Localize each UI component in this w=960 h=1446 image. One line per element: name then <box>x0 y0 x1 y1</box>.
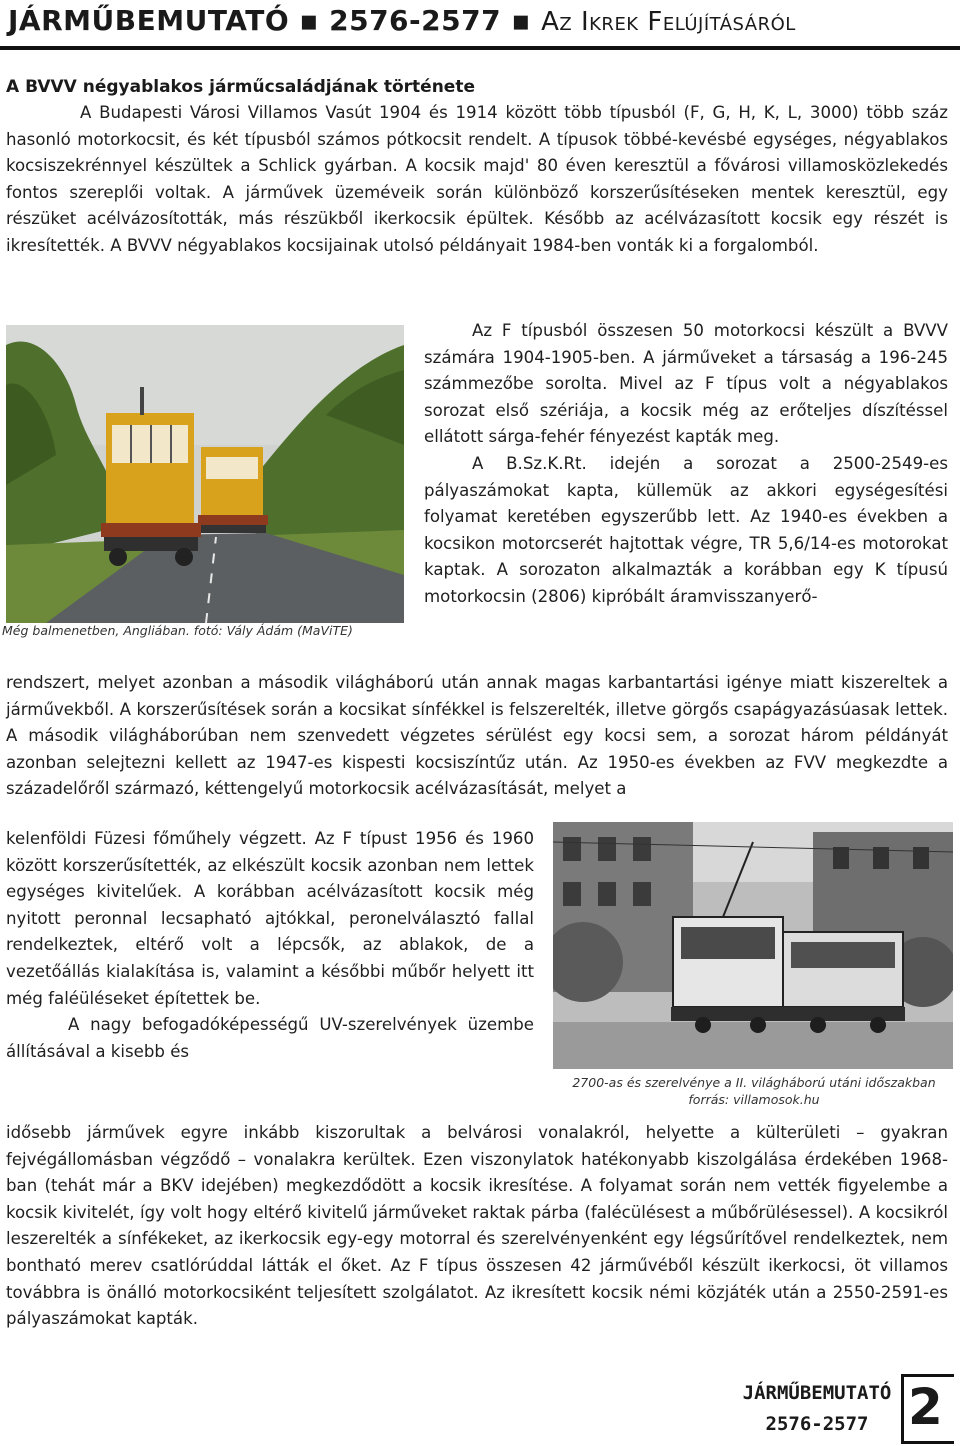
photo-historic-caption-line2: forrás: villamosok.hu <box>688 1092 820 1107</box>
photo-trams-on-trailers <box>6 325 404 623</box>
header-subtitle: Az Ikrek Felújításáról <box>541 7 796 37</box>
footer-brand-line1: JÁRMŰBEMUTATÓ <box>742 1382 892 1404</box>
paragraph-fuzesi-workshop <box>6 826 534 1065</box>
paragraph-f-type-part2: A B.Sz.K.Rt. idején a sorozat a 2500-2549-es pályaszámokat kapta, küllemük az akkori egységesítési folyamat keretében egyszerűbb lett. Az 1940-es években a kocsikon motorcserét hajtottak végre, TR 5,6/14-es motorokat kaptak. A sorozaton alkalmazták a korábban egy K típusú motorkocsin (2806) kipróbált áramvisszanyerő- <box>424 453 948 606</box>
paragraph-history: A Budapesti Városi Villamos Vasút 1904 és 1914 között több típusból (F, G, H, K, L, 3000) több száz hasonló motorkocsit, és két típusból számos pótkocsit rendelt. A típusok többé-kevésbé egységes, négyablakos kocsiszekrénnyel készültek a Schlick gyárban. A kocsik majd' 80 éven keresztül a fővárosi villamosközlekedés fontos szereplői voltak. A járművek üzeméveik során különböző korszerűsítéseken mentek keresztül, egy részüket acélvázosították, más részükből ikerkocsik épültek. Később az acélvázasított kocsik egy részét is ikresítették. A BVVV négyablakos kocsijainak utolsó példányait 1984-ben vonták ki a forgalomból. <box>6 103 948 255</box>
paragraph-f-type <box>424 318 948 611</box>
paragraph-fuzesi-part2: A nagy befogadóképességű UV-szerelvények üzembe állításával a kisebb és <box>6 1015 534 1061</box>
header-title <box>8 4 796 37</box>
page-number: 2 <box>908 1378 943 1436</box>
footer-brand-line2: 2576-2577 <box>765 1413 869 1435</box>
paragraph-fuzesi-part1: kelenföldi Füzesi főműhely végzett. Az F típust 1956 és 1960 között korszerűsítették, az elkészült kocsik azonban nem lettek egységes kivitelűek. A korábban acélvázasított kocsik még nyitott peronnal lecsapható ajtókkal, peronelválasztó fallal rendelkeztek, eltérő volt a lépcsők, az ablakok, de a vezetőállás kialakítása is, valamint a későbbi műbőr helyett itt még faléüléseket építettek be. <box>6 829 534 1008</box>
photo-trams-on-trailers-caption: Még balmenetben, Angliában. fotó: Vály Ádám (MaViTE) <box>2 623 353 638</box>
paragraph-f-type-part1: Az F típusból összesen 50 motorkocsi készült a BVVV számára 1904-1905-ben. A járműveket a társaság a 196-245 számmezőbe sorolta. Mivel az F típus volt a négyablakos sorozat első szériája, a kocsik még az erőteljes díszítéssel ellátott sárga-fehér fényezést kapták meg. <box>424 321 948 447</box>
photo-historic-caption-line1: 2700-as és szerelvénye a II. világháború utáni időszakban <box>572 1075 936 1090</box>
photo-historic-tram-illustration <box>553 822 953 1069</box>
photo-historic-tram-caption <box>553 1074 955 1108</box>
paragraph-modernization: rendszert, melyet azonban a második világháború után annak magas karbantartási igénye miatt kiszereltek a járművekből. A korszerűsítések során a kocsikat sínfékkel is felszerelték, illetve görgős csapágyazásúasak lettek. A második világháborúban nem szenvedett végzetes sérülést egy kocsi sem, a sorozat három példányát azonban selejtezni kellett az 1947-es kispesti kocsiszíntűz után. Az 1950-es években az FVV megkezdte a századelőről származó, kéttengelyű motorkocsik acélvázasítását, melyet a <box>6 673 948 799</box>
photo-trams-on-trailers-illustration <box>6 325 404 623</box>
header-rule <box>0 46 960 50</box>
section-title: A BVVV négyablakos járműcsaládjának története <box>6 77 475 97</box>
photo-historic-tram-street <box>553 822 953 1069</box>
paragraph-twin-cars: idősebb járművek egyre inkább kiszorultak a belvárosi vonalakról, helyette a külterületi – gyakran fejvégállomásban végződő – vonalakra kerültek. Ezen viszonylatok hatékonyabb kiszolgálása érdekében 1968-ban (tehát már a BKV idejében) megkezdődött a kocsik ikresítése. A folyamat során nem vették figyelembe a kocsik kivitelét, így volt hogy eltérő kivitelű járműveket raktak párba (falécülésest a műbőrülésessel). A kocsikról leszerelték a sínfékeket, az ikerkocsik egy-egy motorral és szerelvényenként egy légsűrítővel rendelkeztek, nem bontható merev csatlórúddal látták el őket. Az F típus összesen 42 járművéből készült ikerkocsi, öt villamos továbbra is önálló motorkocsiként teljesített szolgálatot. Az ikresített kocsik némi közjáték után a 2550-2591-es pályaszámokat kapták. <box>6 1123 948 1329</box>
footer-brand <box>742 1378 892 1440</box>
page-header <box>0 0 960 48</box>
header-title-main: JÁRMŰBEMUTATÓ ▪ 2576-2577 ▪ <box>8 4 542 37</box>
